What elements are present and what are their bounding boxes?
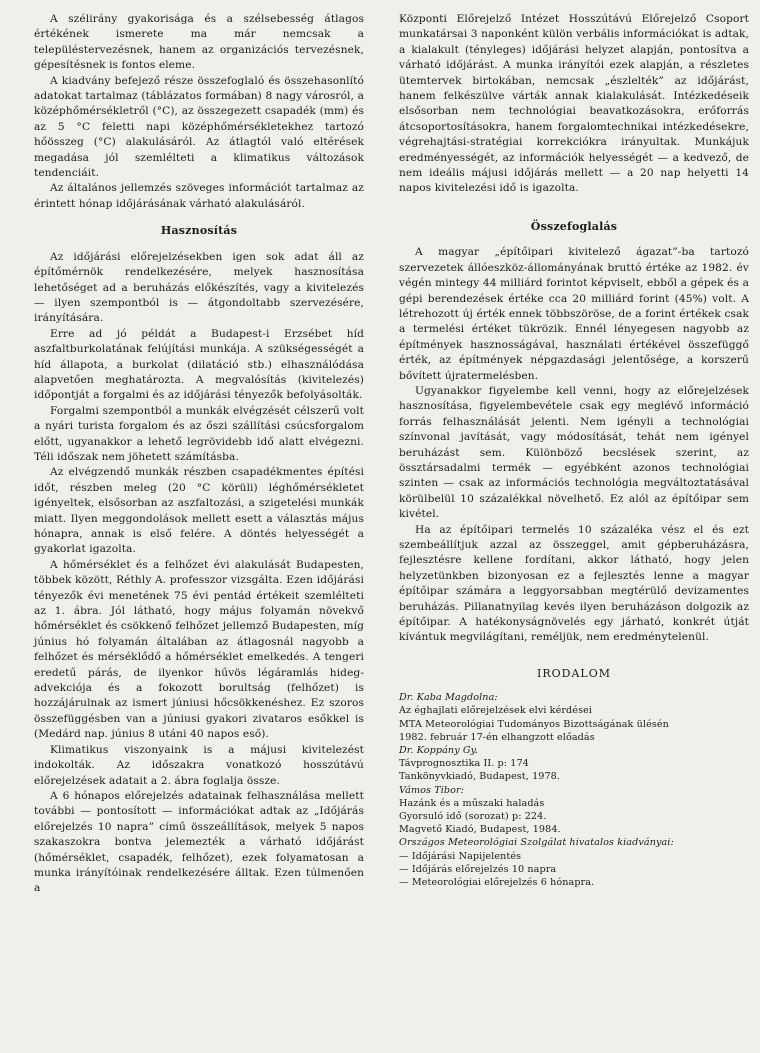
reference-line: Távprognosztika II. p: 174 (399, 758, 529, 770)
intro-paragraph-3: Az általános jellemzés szöveges információt tartalmaz az érintett hónap időjárásának várható alakulásáról. (34, 182, 364, 210)
reference-list (399, 691, 749, 889)
intro-paragraph-1: A szélirány gyakorisága és a szélsebesség átlagos értékének ismerete ma már nemcsak a településtervezésnek, hanem az organizációs tervezésnek, gépesítésnek is fontos eleme. (34, 13, 364, 72)
body-paragraph: A hőmérséklet és a felhőzet évi alakulását Budapesten, többek között, Réthly A. professzor vizsgálta. Ezen időjárási tényezők évi menetének 75 évi pentád értékeit szemlélteti az 1. ábra. Jól látható, hogy május folyamán növekvő hőmérséklet és csökkenő felhőzet jellemző Budapesten, míg június hó folyamán általában az átlagosnál nagyobb a felhőzet és mérséklődő a hőmérséklet emelkedés. A tengeri eredetű párás, de ilyenkor hűvös légáramlás hideg-advekciója és a fokozott borultság (felhőzet) is hozzájárulnak az ismert júniusi hőcsökkenéshez. Ez szoros összefüggésben van a júniusi gyakori zivataros esőkkel is (Medárd nap. június 8 utáni 40 napos eső). (34, 558, 364, 741)
reference-author: Vámos Tibor: (399, 784, 465, 796)
body-paragraph: Ugyanakkor figyelembe kell venni, hogy az előrejelzések hasznosítása, figyelembevétele csak egy meglévő információ forrás felhasználását jelenti. Nem igényli a technológiai színvonal javítását, vagy módosítását, tehát nem igényel beruházást sem. Különböző becslések szerint, az össztársadalmi termék — egyébként azonos technológiai szinten — csak az információs technológia megváltoztatásával körülbelül 10 százalékkal növelhető. Ez alól az építőipar sem kivétel. (399, 384, 749, 521)
intro-paragraph-2: A kiadvány befejező része összefoglaló és összehasonlító adatokat tartalmaz (táblázatos formában) 8 nagy városról, a középhőmérsékletről (°C), az összegezett csapadék (mm) és az 5 °C feletti napi középhőmérsékletekhez tartozó hőösszeg (°C) alakulásáról. Az átlagtól való eltérések megadása jól szemlélteti a klimatikus változások tendenciáit. (34, 74, 364, 180)
continued-paragraph: Központi Előrejelző Intézet Hosszútávú Előrejelző Csoport munkatársai 3 naponként külön verbális információkat is adtak, a kialakult (tényleges) időjárási helyzet alapján, pontosítva a várható időjárást. A munka irányítói ezek alapján, a részletes ütemtervek birtokában, nemcsak „észlelték” az időjárást, hanem felkészülve várták annak kialakulását. Intézkedéseik elsősorban nem technológiai beavatkozásokra, erőforrás átcsoportosításokra, hanem forgalomtechnikai intézkedésekre, végrehajtási-stratégiai korrekciókra irányultak. Munkájuk eredményességét, az információk helyességét — a kedvező, de nem ideális májusi időjárás mellett — a 20 nap helyetti 14 napos kivitelezési idő is igazolta. (399, 13, 749, 195)
reference-line: Hazánk és a műszaki haladás (399, 797, 545, 809)
section-heading-hasznositas: Hasznosítás (160, 224, 238, 238)
reference-line: MTA Meteorológiai Tudományos Bizottságának ülésén (399, 718, 669, 730)
body-paragraph: Klimatikus viszonyaink is a májusi kivitelezést indokolták. Az időszakra vonatkozó hosszútávú előrejelzések adatait a 2. ábra foglalja össze. (34, 743, 364, 787)
reference-author: Dr. Kaba Magdolna: (399, 692, 498, 704)
reference-line: — Időjárási Napijelentés (399, 850, 522, 862)
reference-publisher-heading: Országos Meteorológiai Szolgálat hivatalos kiadványai: (399, 837, 674, 849)
right-column (399, 12, 749, 889)
body-paragraph: Ha az építőipari termelés 10 százaléka vész el és ezt szembeállítjuk azzal az összeggel, amit gépberuházásra, fejlesztésre kellene fordítani, akkor látható, hogy jelen helyzetünkben bizonyosan ez a fejlesztés lenne a magyar építőipar számára a leggyorsabban megtérülő devizamentes beruházás. Pillanatnyilag kevés ilyen beruházáson dolgozik az építőipar. A hatékonyságnövelés egy járható, konkrét útját kívántuk megvilágítani, reméljük, nem eredménytelenül. (399, 523, 749, 644)
left-column (34, 12, 364, 897)
reference-line: Az éghajlati előrejelzések elvi kérdései (399, 705, 593, 717)
reference-line: 1982. február 17-én elhangzott előadás (399, 731, 595, 743)
body-paragraph: Az elvégzendő munkák részben csapadékmentes építési időt, részben meleg (20 °C körüli) léghőmérsékletet igényeltek, elsősorban az aszfaltozási, a szigetelési munkák miatt. Ilyen meggondolások mellett esett a választás május hónapra, annak is első felére. A döntés helyességét a gyakorlat igazolta. (34, 466, 364, 556)
body-paragraph: Az időjárási előrejelzésekben igen sok adat áll az építőmérnök rendelkezésére, melyek hasznosítása lehetőséget ad a beruházás előkészítés, vagy a kivitelezés — ilyen szempontból is — átgondoltabb szervezésére, irányítására. (34, 250, 364, 325)
reference-line: — Meteorológiai előrejelzés 6 hónapra. (399, 877, 595, 889)
reference-line: Gyorsuló idő (sorozat) p: 224. (399, 811, 547, 823)
reference-line: Magvető Kiadó, Budapest, 1984. (399, 824, 561, 836)
body-paragraph: Erre ad jó példát a Budapest-i Erzsébet híd aszfaltburkolatának felújítási munkája. A szükségességét a híd állapota, a burkolat (dilatáció stb.) elhasználódása alapvetően meghatározta. A megvalósítás (kivitelezés) időpontját a forgalmi és az időjárási tényezők befolyásolták. (34, 327, 364, 402)
body-paragraph: A magyar „építőipari kivitelező ágazat”-ba tartozó szervezetek állóeszköz-állományának bruttó értéke az 1982. év végén mintegy 44 milliárd forintot képviselt, ebből a gépek és a gépi berendezések értéke cca 20 milliárd forint (45%) volt. A létrehozott új érték ennek többszöröse, de a forint értékek csak a termelési értéket tükrözik. Ennél lényegesen nagyobb az építmények hasznosságával, használati értékével összefüggő érték, az építmények népgazdasági jelentősége, a korszerű bővített újratermelésben. (399, 246, 749, 382)
body-paragraph: A 6 hónapos előrejelzés adatainak felhasználása mellett további — pontosított — információkat adtak az „Időjárás előrejelzés 10 napra” című összeállítások, melyek 5 napos szakaszokra bontva jelemezték a várható időjárást (hőmérséklet, csapadék, felhőzet), ezek folyamatosan a munka irányítóinak rendelkezésére álltak. Ezen túlmenően a (34, 789, 364, 895)
section-heading-osszefoglalas: Összefoglalás (530, 219, 618, 233)
reference-line: — Időjárás előrejelzés 10 napra (399, 863, 557, 875)
reference-line: Tankönyvkiadó, Budapest, 1978. (399, 771, 561, 783)
references-heading: IRODALOM (537, 666, 611, 680)
body-paragraph: Forgalmi szempontból a munkák elvégzését célszerű volt a nyári turista forgalom és az őszi szállítási csúcsforgalom előtt, ugyanakkor a lehető legrövidebb idő alatt elvégezni. Téli időszak nem jöhetett számításba. (34, 404, 364, 463)
reference-author: Dr. Koppány Gy. (399, 745, 479, 757)
